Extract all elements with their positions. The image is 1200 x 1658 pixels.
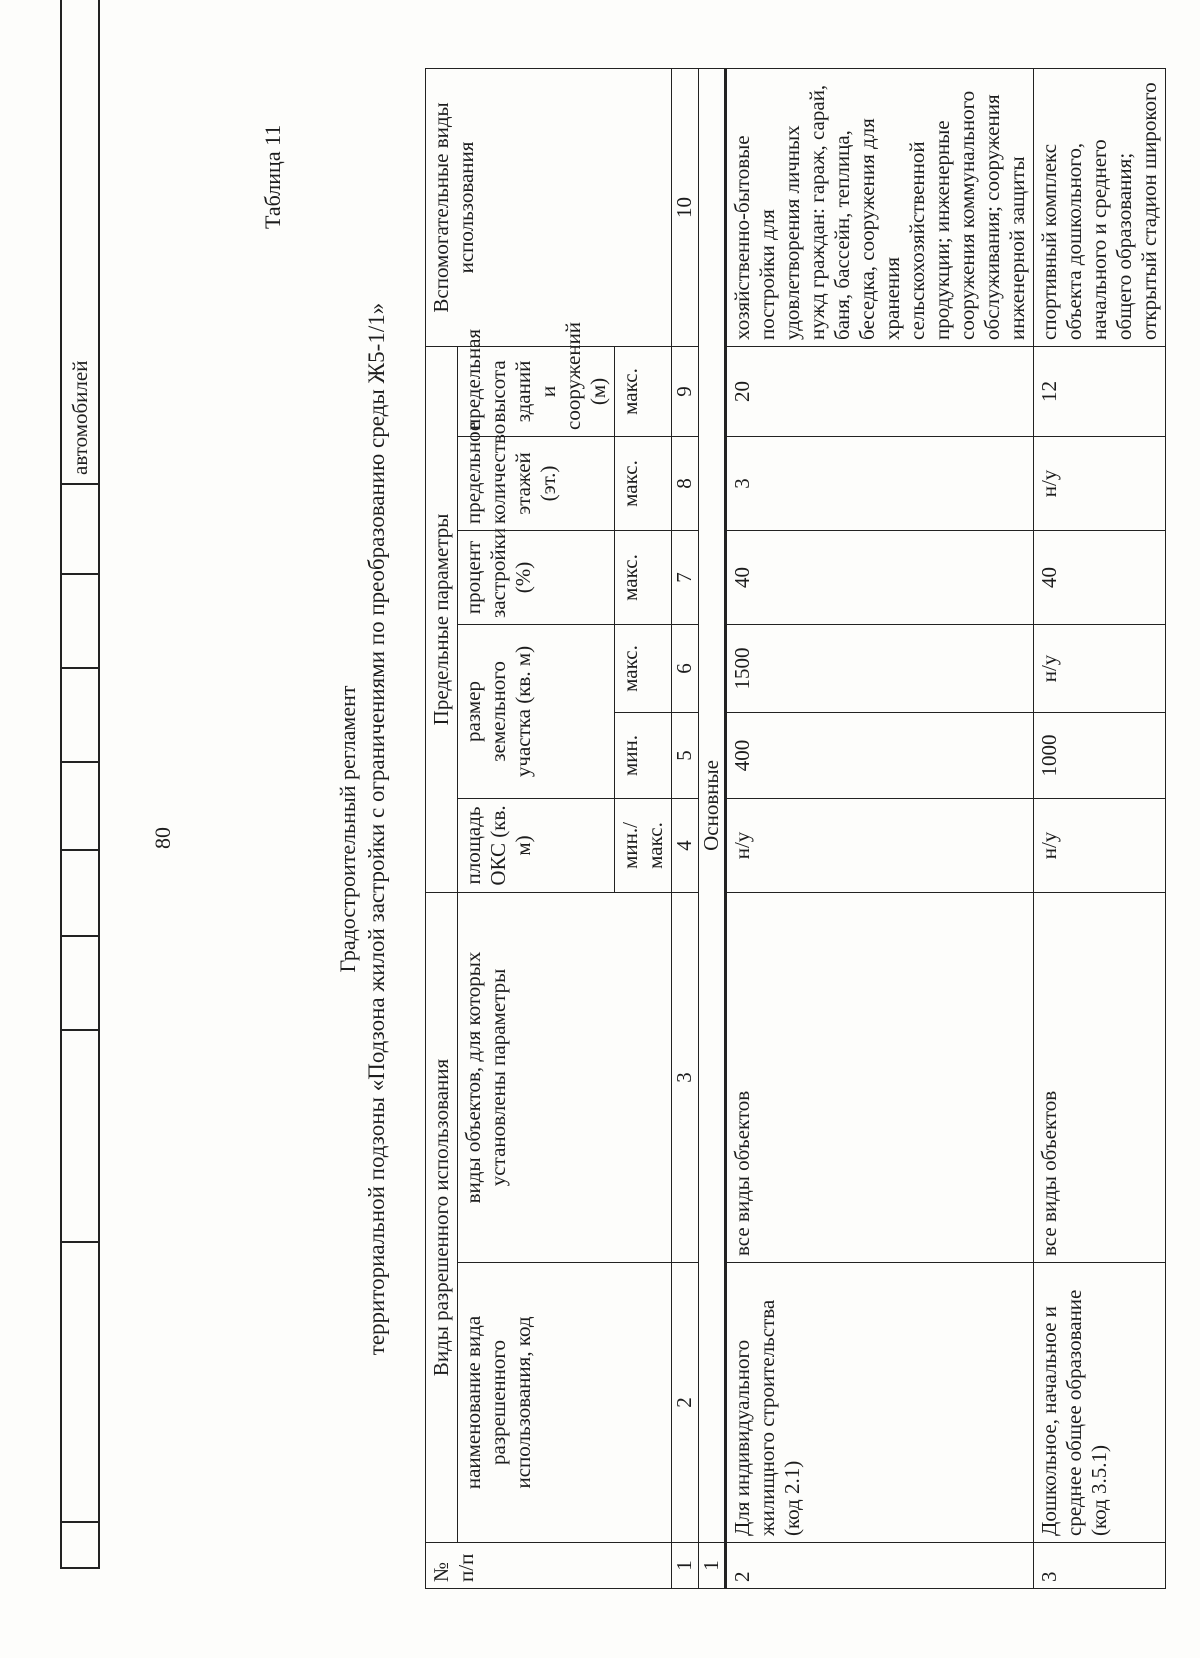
row-oks-area: н/у	[726, 798, 1034, 892]
header-max: макс.	[615, 436, 672, 530]
header-vri: Виды разрешенного использования	[426, 892, 458, 1542]
header-plot-size: размер земельного участка (кв. м)	[458, 624, 615, 798]
prev-cell	[61, 762, 99, 850]
prev-cell	[61, 936, 99, 1030]
previous-table-fragment	[60, 0, 100, 1569]
header-min: мин.	[615, 712, 672, 798]
section-label: Основные	[699, 68, 726, 1542]
column-number: 8	[672, 436, 699, 530]
header-oks-area: площадь ОКС (кв. м)	[458, 798, 615, 892]
row-build-pct: 40	[1034, 530, 1166, 624]
header-minmax: мин./ макс.	[615, 798, 672, 892]
prev-cell	[61, 574, 99, 668]
row-aux: хозяйственно-бытовые постройки для удовлетворения личных нужд граждан: гараж, сарай, баня, бассейн, теплица, беседка, сооружения для хранения сельскохозяйственной продукции; инженерные сооружения коммунального обслуживания; сооружения инженерной защиты	[726, 68, 1034, 346]
row-objects: все виды объектов	[1034, 892, 1166, 1262]
row-number: 2	[726, 1543, 1034, 1589]
row-aux: спортивный комплекс объекта дошкольного, начального и среднего общего образования; открытый стадион широкого	[1034, 68, 1166, 346]
row-height: 12	[1034, 346, 1166, 436]
prev-cell	[61, 1522, 99, 1568]
row-plot-max: 1500	[726, 624, 1034, 712]
column-number: 10	[672, 68, 699, 346]
column-number: 4	[672, 798, 699, 892]
row-plot-min: 1000	[1034, 712, 1166, 798]
column-number: 9	[672, 346, 699, 436]
prev-cell	[61, 1030, 99, 1242]
document-page	[20, 29, 1180, 1629]
row-height: 20	[726, 346, 1034, 436]
document-subtitle: территориальной подзоны «Подзона жилой застройки с ограничениями по преобразованию среды Ж5-1/1»	[364, 302, 389, 1356]
prev-cell	[61, 484, 99, 574]
header-num: № п/п	[426, 1543, 672, 1589]
prev-cell	[61, 668, 99, 762]
page-number: 80	[150, 827, 175, 849]
column-number: 7	[672, 530, 699, 624]
row-floors: н/у	[1034, 436, 1166, 530]
row-plot-min: 400	[726, 712, 1034, 798]
prev-cell	[61, 850, 99, 936]
column-number: 3	[672, 892, 699, 1262]
header-max: макс.	[615, 530, 672, 624]
row-number: 3	[1034, 1543, 1166, 1589]
column-number: 5	[672, 712, 699, 798]
column-number: 1	[672, 1543, 699, 1589]
document-title: Градостроительный регламент	[335, 685, 360, 973]
column-number: 6	[672, 624, 699, 712]
row-floors: 3	[726, 436, 1034, 530]
header-build-pct: процент застройки (%)	[458, 530, 615, 624]
header-floors: предельное количество этажей (эт.)	[458, 436, 615, 530]
prev-cell-aux: автомобилей	[61, 0, 99, 484]
header-max: макс.	[615, 346, 672, 436]
section-number: 1	[699, 1543, 726, 1589]
table-caption: Таблица 11	[260, 124, 285, 229]
row-vri-name: Для индивидуального жилищного строительства (код 2.1)	[726, 1263, 1034, 1543]
header-vri-objects: виды объектов, для которых установлены параметры	[458, 892, 672, 1262]
header-aux: Вспомогательные виды использования	[426, 68, 672, 346]
header-height: предельная высота зданий и сооружений (м)	[458, 346, 615, 436]
row-plot-max: н/у	[1034, 624, 1166, 712]
header-vri-name: наименование вида разрешенного использования, код	[458, 1263, 672, 1543]
row-objects: все виды объектов	[726, 892, 1034, 1262]
row-build-pct: 40	[726, 530, 1034, 624]
header-params: Предельные параметры	[426, 346, 458, 892]
regulation-table	[425, 68, 1166, 1589]
row-vri-name: Дошкольное, начальное и среднее общее образование (код 3.5.1)	[1034, 1263, 1166, 1543]
column-number: 2	[672, 1263, 699, 1543]
row-oks-area: н/у	[1034, 798, 1166, 892]
prev-cell	[61, 1242, 99, 1522]
header-max: макс.	[615, 624, 672, 712]
